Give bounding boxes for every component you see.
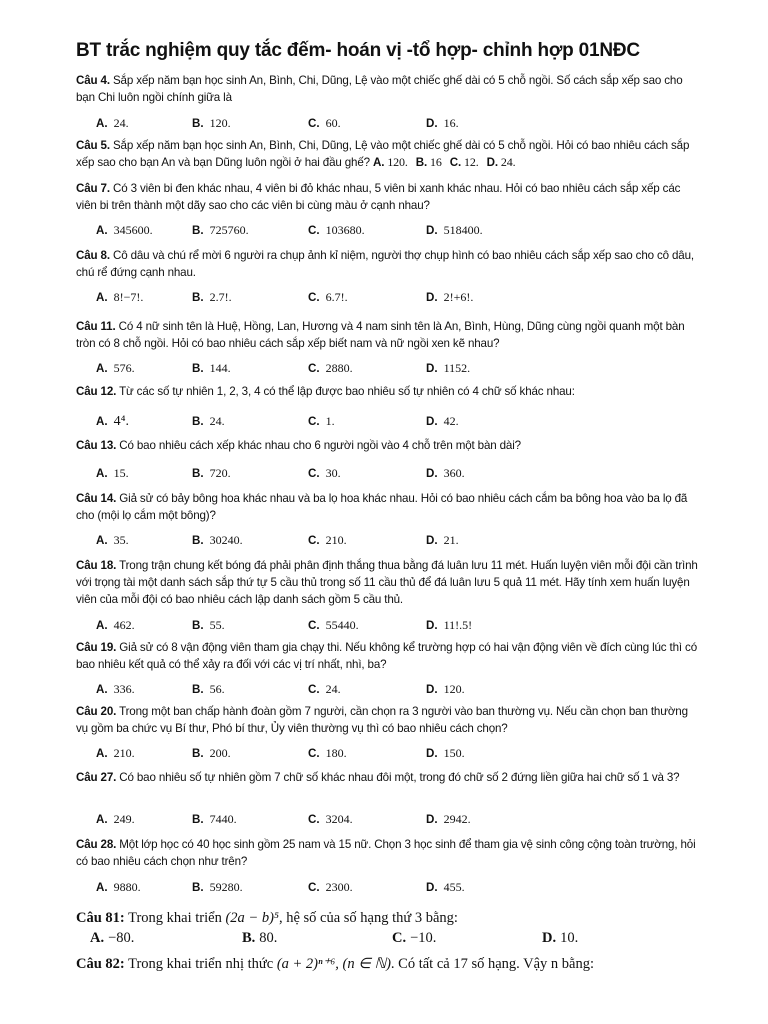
options-7 xyxy=(96,221,656,239)
option-b[interactable]: B. 56. xyxy=(192,682,225,696)
option-b[interactable]: B. 144. xyxy=(192,361,231,375)
options-13 xyxy=(96,464,656,482)
option-d[interactable]: D. 2!+6!. xyxy=(426,290,474,304)
option-d[interactable]: D. 1152. xyxy=(426,361,471,375)
question-text: Trong khai triển nhị thức xyxy=(124,956,277,972)
question-number: Câu 18. xyxy=(76,559,117,572)
option-b[interactable]: B. 59280. xyxy=(192,880,243,894)
option-c[interactable]: C. 2880. xyxy=(308,361,353,375)
question-number: Câu 13. xyxy=(76,439,117,452)
document-title: BT trắc nghiệm quy tắc đếm- hoán vị -tổ hợp- chỉnh hợp 01NĐC xyxy=(76,40,640,61)
option-a[interactable]: A. 15. xyxy=(96,466,129,480)
option-a[interactable]: A. 210. xyxy=(96,746,135,760)
options-27 xyxy=(96,810,656,828)
question-text: Giả sử có 8 vận động viên tham gia chạy thi. Nếu không kể trường hợp có hai vận động viên về đích cùng lúc thì có bao nhiêu kết quả có thể xảy ra đối với các vị trí nhất, nhì, ba? xyxy=(76,641,697,671)
question-4 xyxy=(76,72,698,106)
option-c[interactable]: C. 60. xyxy=(308,116,341,130)
option-c[interactable]: C. 180. xyxy=(308,746,347,760)
option-b[interactable]: B. 55. xyxy=(192,618,225,632)
question-number: Câu 81: xyxy=(76,910,125,926)
option-c[interactable]: C. 6.7!. xyxy=(308,290,348,304)
option-a[interactable]: A. 462. xyxy=(96,618,135,632)
option-d[interactable]: D. 360. xyxy=(426,466,465,480)
option-b[interactable]: B. 725760. xyxy=(192,223,249,237)
question-11 xyxy=(76,318,698,352)
question-8 xyxy=(76,247,698,281)
question-14 xyxy=(76,490,698,524)
question-number: Câu 20. xyxy=(76,705,117,718)
option-a[interactable]: A. 24. xyxy=(96,116,129,130)
question-text: Từ các số tự nhiên 1, 2, 3, 4 có thể lập được bao nhiêu số tự nhiên có 4 chữ số khác nhau: xyxy=(116,385,575,398)
options-19 xyxy=(96,680,656,698)
options-20 xyxy=(96,744,656,762)
question-number: Câu 82: xyxy=(76,956,125,972)
question-28 xyxy=(76,836,698,870)
options-18 xyxy=(96,616,656,634)
question-text: Sắp xếp năm bạn học sinh An, Bình, Chi, Dũng, Lệ vào một chiếc ghế dài có 5 chỗ ngồi. Số cách sắp xếp sao cho bạn Chi luôn ngồi chính giữa là xyxy=(76,74,683,104)
question-18 xyxy=(76,557,698,608)
question-text: Trong trận chung kết bóng đá phải phân định thắng thua bằng đá luân lưu 11 mét. Huấn luyện viên mỗi đội cần trình với trọng tài một danh sách sắp thứ tự 5 cầu thủ trong số 11 cầu thủ để đá luân lưu 5 quả 11 mét. Hãy tính xem huấn luyện viên của mỗi đội có bao nhiêu cách lập danh sách gồm 5 cầu thủ. xyxy=(76,559,698,606)
question-text: Một lớp học có 40 học sinh gồm 25 nam và 15 nữ. Chọn 3 học sinh để tham gia vệ sinh công cộng toàn trường, hỏi có bao nhiêu cách chọn như trên? xyxy=(76,838,696,868)
question-text: Trong khai triển xyxy=(124,910,226,926)
question-text: Có 4 nữ sinh tên là Huệ, Hồng, Lan, Hương và 4 nam sinh tên là An, Bình, Hùng, Dũng cùng ngồi quanh một bàn tròn có 8 chỗ ngồi. Hỏi có bao nhiêu cách sắp xếp biết nam và nữ ngồi xen kẽ nhau? xyxy=(76,320,685,350)
math-expression: (2a − b)⁵ xyxy=(225,910,279,926)
option-c[interactable]: C. 30. xyxy=(308,466,341,480)
option-d[interactable]: D. 42. xyxy=(426,414,459,428)
question-5 xyxy=(76,137,698,171)
question-number: Câu 27. xyxy=(76,771,117,784)
question-27 xyxy=(76,769,698,786)
option-b[interactable]: B. 120. xyxy=(192,116,231,130)
option-a[interactable]: A. 576. xyxy=(96,361,135,375)
option-c[interactable]: C. 2300. xyxy=(308,880,353,894)
question-number: Câu 5. xyxy=(76,139,110,152)
option-a[interactable]: A. 4⁴. xyxy=(96,414,129,429)
options-81 xyxy=(90,930,690,950)
options-11 xyxy=(96,359,656,377)
option-d[interactable]: D. 455. xyxy=(426,880,465,894)
option-d[interactable]: D. 24. xyxy=(486,155,516,169)
options-12 xyxy=(96,412,656,430)
question-13 xyxy=(76,437,698,454)
question-text: Cô dâu và chú rể mời 6 người ra chụp ảnh kỉ niệm, người thợ chụp hình có bao nhiêu cách sắp xếp sao cho cô dâu, chú rể đứng cạnh nhau. xyxy=(76,249,694,279)
question-number: Câu 12. xyxy=(76,385,117,398)
option-a[interactable]: A. 8!−7!. xyxy=(96,290,144,304)
option-c[interactable]: C. −10. xyxy=(392,930,437,946)
question-number: Câu 11. xyxy=(76,320,116,333)
option-d[interactable]: D. 2942. xyxy=(426,812,471,826)
option-d[interactable]: D. 16. xyxy=(426,116,459,130)
question-text: Có 3 viên bi đen khác nhau, 4 viên bi đỏ khác nhau, 5 viên bi xanh khác nhau. Hỏi có bao nhiêu cách sắp xếp các viên bi trên thành một dãy sao cho các viên bi cùng màu ở cạnh nhau? xyxy=(76,182,681,212)
option-b[interactable]: B. 720. xyxy=(192,466,231,480)
option-a[interactable]: A. 336. xyxy=(96,682,135,696)
option-b[interactable]: B. 24. xyxy=(192,414,225,428)
option-c[interactable]: C. 1. xyxy=(308,414,335,428)
option-a[interactable]: A. −80. xyxy=(90,930,135,946)
option-a[interactable]: A. 120. xyxy=(373,155,408,169)
question-text: , hệ số của số hạng thứ 3 bằng: xyxy=(278,910,458,926)
question-number: Câu 14. xyxy=(76,492,117,505)
option-d[interactable]: D. 120. xyxy=(426,682,465,696)
question-number: Câu 7. xyxy=(76,182,110,195)
question-12 xyxy=(76,383,698,400)
question-text: Có bao nhiêu cách xếp khác nhau cho 6 người ngồi vào 4 chỗ trên một bàn dài? xyxy=(116,439,521,452)
question-number: Câu 4. xyxy=(76,74,110,87)
option-b[interactable]: B. 2.7!. xyxy=(192,290,232,304)
question-text: Giả sử có bảy bông hoa khác nhau và ba lọ hoa khác nhau. Hỏi có bao nhiêu cách cắm ba bông hoa vào ba lọ đã cho (mội lọ cắm một bông)? xyxy=(76,492,688,522)
question-text: Sắp xếp năm bạn học sinh An, Bình, Chi, Dũng, Lệ vào một chiếc ghế dài có 5 chỗ ngồi. Hỏi có bao nhiêu cách sắp xếp sao cho bạn An và bạn Dũng luôn ngồi ở hai đầu ghế? xyxy=(76,139,690,169)
option-d[interactable]: D. 21. xyxy=(426,533,459,547)
question-82 xyxy=(76,954,736,974)
option-a[interactable]: A. 249. xyxy=(96,812,135,826)
options-14 xyxy=(96,531,656,549)
option-d[interactable]: D. 11!.5! xyxy=(426,618,473,632)
option-b[interactable]: B. 80. xyxy=(242,930,278,946)
math-expression: (a + 2)ⁿ⁺⁶, (n ∈ ℕ) xyxy=(276,956,391,972)
option-c[interactable]: C. 210. xyxy=(308,533,347,547)
option-b[interactable]: B. 200. xyxy=(192,746,231,760)
option-b[interactable]: B. 7440. xyxy=(192,812,237,826)
option-d[interactable]: D. 10. xyxy=(542,930,579,946)
question-text: Có bao nhiêu số tự nhiên gồm 7 chữ số khác nhau đôi một, trong đó chữ số 2 đứng liền giữa hai chữ số 1 và 3? xyxy=(116,771,680,784)
question-7 xyxy=(76,180,698,214)
question-text: . Có tất cả 17 số hạng. Vậy n bằng: xyxy=(390,956,595,972)
option-d[interactable]: D. 150. xyxy=(426,746,465,760)
option-c[interactable]: C. 12. xyxy=(449,155,479,169)
question-81 xyxy=(76,908,736,928)
question-number: Câu 28. xyxy=(76,838,117,851)
option-a[interactable]: A. 9880. xyxy=(96,880,141,894)
option-a[interactable]: A. 345600. xyxy=(96,223,153,237)
option-c[interactable]: C. 55440. xyxy=(308,618,359,632)
question-text: Trong một ban chấp hành đoàn gồm 7 người, cần chọn ra 3 người vào ban thường vụ. Nếu cần chọn ban thường vụ gồm ba chức vụ Bí thư, Phó bí thư, Ủy viên thường vụ thì có bao nhiêu cách chọn? xyxy=(76,705,688,735)
options-28 xyxy=(96,878,656,896)
question-number: Câu 19. xyxy=(76,641,117,654)
option-c[interactable]: C. 24. xyxy=(308,682,341,696)
option-d[interactable]: D. 518400. xyxy=(426,223,483,237)
option-b[interactable]: B. 16 xyxy=(415,155,442,169)
question-number: Câu 8. xyxy=(76,249,110,262)
options-8 xyxy=(96,288,656,306)
question-20 xyxy=(76,703,698,737)
question-19 xyxy=(76,639,698,673)
option-a[interactable]: A. 35. xyxy=(96,533,129,547)
option-c[interactable]: C. 3204. xyxy=(308,812,353,826)
option-c[interactable]: C. 103680. xyxy=(308,223,365,237)
options-4 xyxy=(96,114,656,132)
option-b[interactable]: B. 30240. xyxy=(192,533,243,547)
